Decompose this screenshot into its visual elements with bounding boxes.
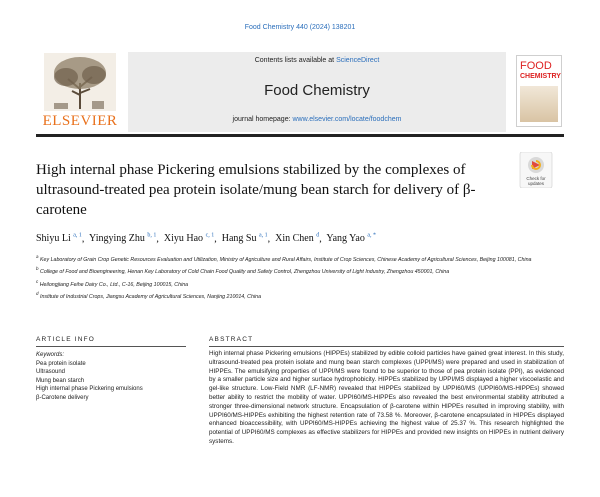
journal-homepage-line: journal homepage: www.elsevier.com/locate/foodchem: [232, 116, 402, 123]
keyword: Mung bean starch: [36, 377, 85, 384]
author-list: Shiyu Li $^{a, 1}$, Yingying Zhu $^{b, 1}$, Xiyu Hao $^{c, 1}$, Hang Su $^{a, 1}$, Xin Chen $^d$, Yang Yao $^{a, *}$: [36, 233, 377, 245]
author[interactable]: Xin Chen $^d$: [275, 233, 320, 245]
elsevier-logo[interactable]: [36, 53, 124, 130]
keywords-label: Keywords:: [36, 352, 65, 358]
abstract-text: High internal phase Pickering emulsions (HIPPEs) stabilized by edible colloid particles have gained great interest. In this study, ultrasound-treated pea protein isolate and mung bean starch complexes (UPPI/MS) were prepared and used in stabilization of HIPPEs. The emulsifying properties of UPPI/MS were found to be superior to those of pea protein isolate (PPI), as evidenced by a smaller particle size and higher surface hydrophobicity. HIPPEs stabilized by UPPI/MS displayed a higher viscoelastic and gel-like structure. Low-Field NMR (LF-NMR) revealed that HIPPEs stabilized by UPPI60/MS (UPPI60/MS-HIPPEs) showed better ability to restrict the mobility of water. UPPI60/MS-HIPPEs also revealed the best environmental stability attributed a stronger three-dimensional network structure. Encapsulation of β-carotene within HIPPEs resulted in improving stability, with UPPI60/MS-HIPPEs exhibiting the highest retention rate of 73.58 %. Moreover, β-carotene encapsulated in HIPPEs displayed enhanced bioaccessibility, with UPPI60/MS-HIPPEs achieving the highest value of 25.37 %. This research highlighted the potential of UPPI60/MS complexes as effective stabilizers for HIPPEs and provided new insights on HIPPEs in nutrient delivery systems.: [209, 350, 564, 445]
keyword: Pea protein isolate: [36, 360, 86, 367]
keywords-block: [36, 351, 186, 402]
author[interactable]: Shiyu Li $^{a, 1}$: [36, 233, 82, 245]
article-info-divider: [36, 346, 186, 347]
affiliation: $^c$ Heilongjiang Feihe Dairy Co., Ltd., C-16, Beijing 100015, China: [36, 278, 189, 288]
affiliations: [36, 253, 556, 302]
sciencedirect-link[interactable]: ScienceDirect: [336, 57, 380, 64]
header-divider: [36, 134, 564, 137]
affiliation: $^a$ Key Laboratory of Grain Crop Genetic Resources Evaluation and Utilization, Ministry of Agriculture and Rural Affairs, Institute of Crop Sciences, Chinese Academy of Agricultural Sciences, Beijing 100081, China: [36, 254, 532, 263]
elsevier-tree-icon: [44, 53, 116, 111]
check-for-updates-badge[interactable]: [518, 152, 554, 188]
elsevier-wordmark: ELSEVIER: [42, 113, 118, 129]
abstract-heading: ABSTRACT: [209, 336, 254, 343]
journal-title: Food Chemistry: [264, 82, 370, 99]
keyword: High internal phase Pickering emulsions: [36, 386, 143, 392]
journal-cover-thumbnail[interactable]: [516, 55, 562, 127]
article-title: High internal phase Pickering emulsions stabilized by the complexes of ultrasound-treated pea protein isolate/mung bean starch for delivery of β-carotene: [36, 162, 476, 218]
keyword: Ultrasound: [36, 369, 66, 375]
journal-homepage-link[interactable]: www.elsevier.com/locate/foodchem: [292, 116, 402, 123]
journal-header-band: [128, 52, 506, 132]
cover-image: [520, 86, 558, 122]
author[interactable]: Yingying Zhu $^{b, 1}$: [89, 233, 157, 245]
cover-title: FOOD CHEMISTRY: [520, 60, 561, 80]
keyword: β-Carotene delivery: [36, 394, 89, 401]
article-info-heading: ARTICLE INFO: [36, 336, 96, 343]
journal-citation[interactable]: Food Chemistry 440 (2024) 138201: [244, 24, 356, 31]
affiliation: $^b$ College of Food and Bioengineering, Henan Key Laboratory of Cold Chain Food Quality and Safety Control, Zhengzhou University of Light Industry, Zhengzhou 450001, China: [36, 266, 450, 276]
author[interactable]: Yang Yao $^{a, *}$: [326, 233, 377, 245]
abstract-divider: [209, 346, 564, 347]
check-for-updates-label: Check for updates: [526, 176, 546, 186]
affiliation: $^d$ Institute of Industrial Crops, Jiangsu Academy of Agricultural Sciences, Nanjing 210014, China: [36, 290, 262, 300]
author[interactable]: Xiyu Hao $^{c, 1}$: [163, 233, 215, 245]
author[interactable]: Hang Su $^{a, 1}$: [221, 233, 268, 245]
contents-line: Contents lists available at ScienceDirect: [254, 57, 380, 64]
